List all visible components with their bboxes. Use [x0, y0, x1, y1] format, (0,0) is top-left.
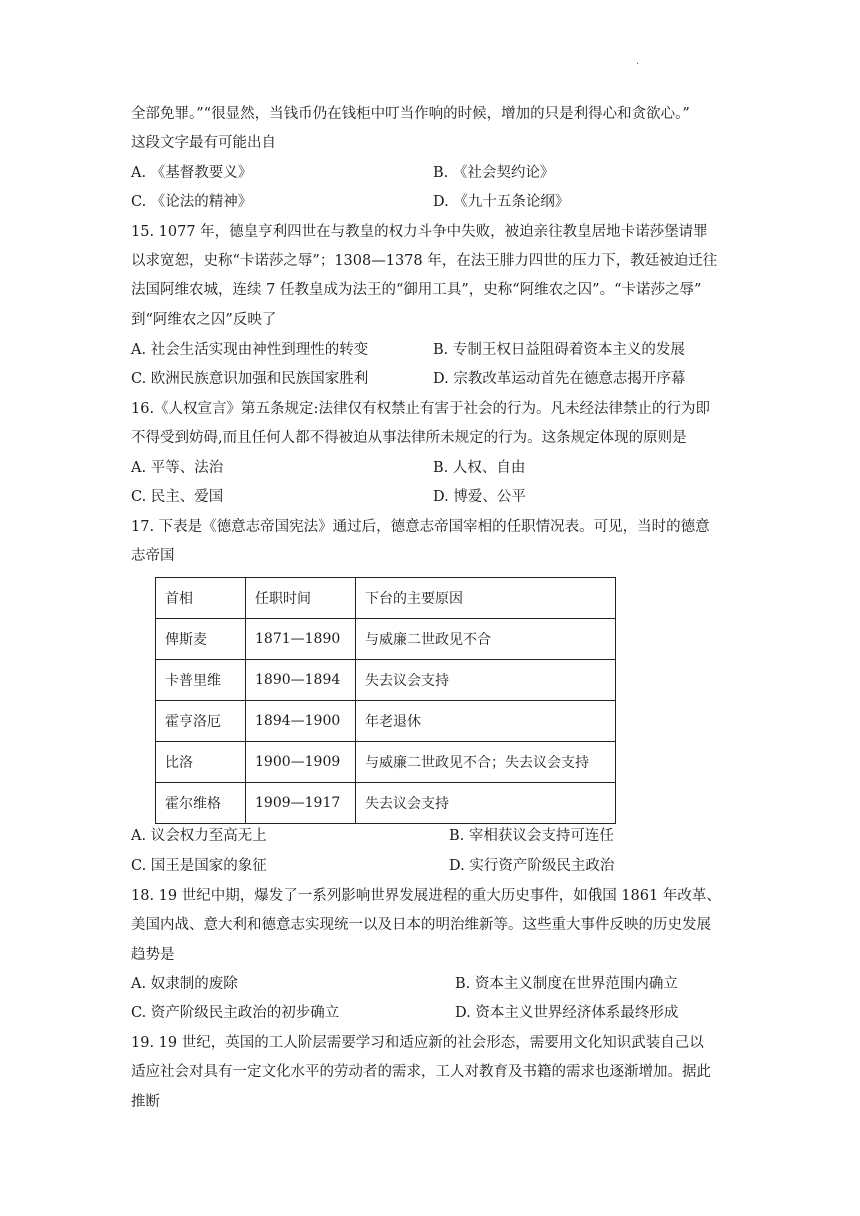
- q17-text-line-2: 志帝国: [131, 548, 175, 564]
- q16-option-d: D. 博爱、公平: [433, 489, 526, 505]
- table-cell: 霍尔维格: [156, 783, 246, 824]
- table-cell: 卡普里维: [156, 660, 246, 701]
- q14-option-d: D. 《九十五条论纲》: [433, 194, 570, 210]
- q16-option-c: C. 民主、爱国: [131, 489, 224, 505]
- q18-text-line-3: 趋势是: [131, 947, 175, 963]
- table-cell: 年老退休: [356, 701, 616, 742]
- q17-option-d: D. 实行资产阶级民主政治: [449, 858, 615, 874]
- q16-option-a: A. 平等、法治: [131, 460, 224, 476]
- q16-text-line-2: 不得受到妨碍,而且任何人都不得被迫从事法律所未规定的行为。这条规定体现的原则是: [131, 430, 687, 446]
- chancellor-table: [155, 577, 616, 824]
- table-header-row: [156, 578, 616, 619]
- q14-option-c: C. 《论法的精神》: [131, 194, 253, 210]
- q15-option-b: B. 专制王权日益阻碍着资本主义的发展: [433, 342, 685, 358]
- q15-option-a: A. 社会生活实现由神性到理性的转变: [131, 342, 369, 358]
- q15-text-line-4: 到“阿维农之囚”反映了: [131, 312, 277, 328]
- table-cell: 与威廉二世政见不合；失去议会支持: [356, 742, 616, 783]
- q17-option-a: A. 议会权力至高无上: [131, 828, 267, 844]
- q14-option-b: B. 《社会契约论》: [433, 165, 555, 181]
- table-row: [156, 783, 616, 824]
- q15-option-d: D. 宗教改革运动首先在德意志揭开序幕: [433, 371, 686, 387]
- q18-text-line-2: 美国内战、意大利和德意志实现统一以及日本的明治维新等。这些重大事件反映的历史发展: [131, 917, 711, 933]
- table-cell: 与威廉二世政见不合: [356, 619, 616, 660]
- table-cell: 失去议会支持: [356, 783, 616, 824]
- q15-text-line-1: 15. 1077 年，德皇亨利四世在与教皇的权力斗争中失败，被迫亲往教皇居地卡诺莎堡请罪: [131, 224, 708, 240]
- table-header-cell: 下台的主要原因: [356, 578, 616, 619]
- q19-text-line-1: 19. 19 世纪，英国的工人阶层需要学习和适应新的社会形态，需要用文化知识武装自己以: [131, 1035, 704, 1051]
- q17-text-line-1: 17. 下表是《德意志帝国宪法》通过后，德意志帝国宰相的任职情况表。可见，当时的德意: [131, 519, 710, 535]
- table-cell: 1900—1909: [246, 742, 356, 783]
- table-row: [156, 701, 616, 742]
- q18-option-b: B. 资本主义制度在世界范围内确立: [455, 976, 678, 992]
- q18-option-a: A. 奴隶制的废除: [131, 976, 238, 992]
- q18-text-line-1: 18. 19 世纪中期，爆发了一系列影响世界发展进程的重大历史事件，如俄国 1861 年改革、: [131, 888, 721, 904]
- table-cell: 1890—1894: [246, 660, 356, 701]
- table-cell: 比洛: [156, 742, 246, 783]
- header-mark: .: [636, 56, 640, 67]
- table-cell: 1894—1900: [246, 701, 356, 742]
- table-cell: 1871—1890: [246, 619, 356, 660]
- q15-option-c: C. 欧洲民族意识加强和民族国家胜利: [131, 371, 369, 387]
- table-header-cell: 首相: [156, 578, 246, 619]
- q15-text-line-2: 以求宽恕，史称“卡诺莎之辱”；1308—1378 年，在法王腓力四世的压力下，教廷被迫迁往: [131, 253, 718, 269]
- q14-option-a: A. 《基督教要义》: [131, 165, 253, 181]
- q18-option-c: C. 资产阶级民主政治的初步确立: [131, 1005, 340, 1021]
- table-cell: 1909—1917: [246, 783, 356, 824]
- q16-option-b: B. 人权、自由: [433, 460, 526, 476]
- q18-option-d: D. 资本主义世界经济体系最终形成: [455, 1005, 679, 1021]
- table-header-cell: 任职时间: [246, 578, 356, 619]
- q19-text-line-3: 推断: [131, 1094, 160, 1110]
- q15-text-line-3: 法国阿维农城，连续 7 任教皇成为法王的“御用工具”，史称“阿维农之囚”。“卡诺莎之辱”: [131, 282, 702, 298]
- table-cell: 失去议会支持: [356, 660, 616, 701]
- q14-text-line-1: 全部免罪。”“很显然，当钱币仍在钱柜中叮当作响的时候，增加的只是利得心和贪欲心。”: [131, 106, 690, 122]
- q17-option-b: B. 宰相获议会支持可连任: [449, 828, 614, 844]
- q14-text-line-2: 这段文字最有可能出自: [131, 135, 276, 151]
- table-row: [156, 619, 616, 660]
- q16-text-line-1: 16.《人权宣言》第五条规定:法律仅有权禁止有害于社会的行为。凡未经法律禁止的行为即: [131, 401, 710, 417]
- q19-text-line-2: 适应社会对具有一定文化水平的劳动者的需求，工人对教育及书籍的需求也逐渐增加。据此: [131, 1064, 711, 1080]
- table-cell: 俾斯麦: [156, 619, 246, 660]
- q17-option-c: C. 国王是国家的象征: [131, 858, 267, 874]
- table-cell: 霍亨洛厄: [156, 701, 246, 742]
- table-row: [156, 742, 616, 783]
- table-row: [156, 660, 616, 701]
